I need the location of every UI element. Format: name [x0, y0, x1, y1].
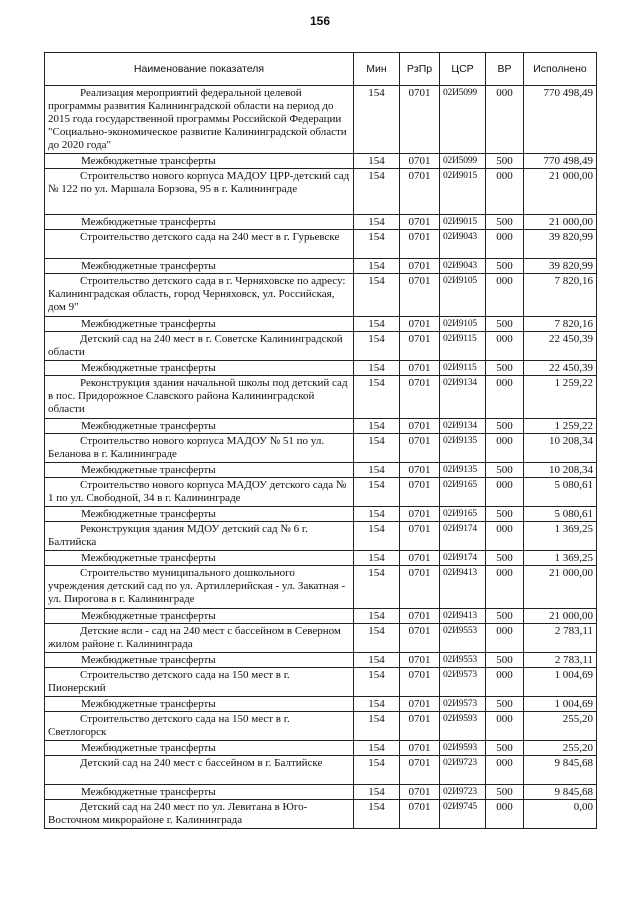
cell-amount: 9 845,68: [524, 785, 597, 800]
cell-amount: 0,00: [524, 800, 597, 829]
cell-amount: 7 820,16: [524, 317, 597, 332]
cell-name: Межбюджетные трансферты: [45, 419, 354, 434]
cell-amount: 7 820,16: [524, 274, 597, 317]
cell-name: Межбюджетные трансферты: [45, 507, 354, 522]
cell-csr: 02И9413: [440, 609, 486, 624]
cell-vr: 500: [486, 361, 524, 376]
cell-rzpr: 0701: [400, 566, 440, 609]
cell-csr: 02И9115: [440, 332, 486, 361]
cell-amount: 22 450,39: [524, 332, 597, 361]
table-row: [45, 478, 597, 507]
cell-name: Строительство нового корпуса МАДОУ детского сада № 1 по ул. Свободной, 34 в г. Калининграде: [45, 478, 354, 507]
table-row: [45, 259, 597, 274]
cell-vr: 000: [486, 230, 524, 259]
table-row: [45, 800, 597, 829]
cell-name: Межбюджетные трансферты: [45, 551, 354, 566]
cell-rzpr: 0701: [400, 697, 440, 712]
cell-csr: 02И9745: [440, 800, 486, 829]
cell-name: Реализация мероприятий федеральной целевой программы развития Калининградской области на период до 2015 года государственной программы Российской Федерации "Социально-экономическое развитие Калининградской области до 2020 года": [45, 86, 354, 154]
cell-amount: 5 080,61: [524, 507, 597, 522]
cell-rzpr: 0701: [400, 609, 440, 624]
cell-min: 154: [354, 463, 400, 478]
cell-min: 154: [354, 712, 400, 741]
cell-csr: 02И9723: [440, 785, 486, 800]
table-row: [45, 376, 597, 419]
cell-csr: 02И9135: [440, 434, 486, 463]
table-row: [45, 653, 597, 668]
cell-amount: 1 369,25: [524, 551, 597, 566]
cell-vr: 000: [486, 522, 524, 551]
cell-min: 154: [354, 741, 400, 756]
cell-rzpr: 0701: [400, 668, 440, 697]
cell-csr: 02И9593: [440, 712, 486, 741]
cell-csr: 02И9115: [440, 361, 486, 376]
cell-csr: 02И9135: [440, 463, 486, 478]
cell-min: 154: [354, 86, 400, 154]
cell-rzpr: 0701: [400, 230, 440, 259]
cell-csr: 02И9134: [440, 376, 486, 419]
cell-min: 154: [354, 551, 400, 566]
cell-name: Межбюджетные трансферты: [45, 215, 354, 230]
cell-amount: 255,20: [524, 712, 597, 741]
cell-amount: 21 000,00: [524, 609, 597, 624]
table-row: [45, 756, 597, 785]
cell-name: Строительство детского сада на 240 мест в г. Гурьевске: [45, 230, 354, 259]
cell-vr: 000: [486, 274, 524, 317]
cell-min: 154: [354, 274, 400, 317]
cell-vr: 000: [486, 478, 524, 507]
cell-amount: 21 000,00: [524, 566, 597, 609]
cell-rzpr: 0701: [400, 800, 440, 829]
cell-rzpr: 0701: [400, 169, 440, 215]
cell-name: Детские ясли - сад на 240 мест с бассейном в Северном жилом районе г. Калининграда: [45, 624, 354, 653]
cell-min: 154: [354, 169, 400, 215]
cell-name: Реконструкция здания начальной школы под детский сад в пос. Придорожное Славского района Калининградской области: [45, 376, 354, 419]
table-row: [45, 551, 597, 566]
cell-amount: 21 000,00: [524, 169, 597, 215]
cell-rzpr: 0701: [400, 332, 440, 361]
cell-rzpr: 0701: [400, 551, 440, 566]
cell-amount: 255,20: [524, 741, 597, 756]
cell-min: 154: [354, 434, 400, 463]
cell-rzpr: 0701: [400, 624, 440, 653]
table-row: [45, 785, 597, 800]
cell-rzpr: 0701: [400, 507, 440, 522]
cell-csr: 02И9165: [440, 478, 486, 507]
cell-min: 154: [354, 419, 400, 434]
cell-amount: 10 208,34: [524, 434, 597, 463]
cell-vr: 500: [486, 697, 524, 712]
cell-csr: 02И9134: [440, 419, 486, 434]
cell-name: Строительство нового корпуса МАДОУ ЦРР-детский сад № 122 по ул. Маршала Борзова, 95 в г. Калининграде: [45, 169, 354, 215]
cell-min: 154: [354, 756, 400, 785]
table-row: [45, 741, 597, 756]
cell-min: 154: [354, 507, 400, 522]
cell-min: 154: [354, 800, 400, 829]
cell-csr: 02И9553: [440, 624, 486, 653]
cell-min: 154: [354, 259, 400, 274]
cell-rzpr: 0701: [400, 376, 440, 419]
cell-rzpr: 0701: [400, 154, 440, 169]
cell-vr: 500: [486, 551, 524, 566]
header-min: Мин: [354, 53, 400, 86]
cell-vr: 000: [486, 566, 524, 609]
header-csr: ЦСР: [440, 53, 486, 86]
cell-vr: 500: [486, 259, 524, 274]
cell-vr: 000: [486, 169, 524, 215]
cell-csr: 02И9593: [440, 741, 486, 756]
cell-rzpr: 0701: [400, 259, 440, 274]
cell-min: 154: [354, 697, 400, 712]
cell-amount: 10 208,34: [524, 463, 597, 478]
cell-min: 154: [354, 332, 400, 361]
table-row: [45, 434, 597, 463]
cell-name: Межбюджетные трансферты: [45, 259, 354, 274]
cell-amount: 1 004,69: [524, 668, 597, 697]
cell-rzpr: 0701: [400, 434, 440, 463]
cell-min: 154: [354, 478, 400, 507]
table-row: [45, 317, 597, 332]
cell-csr: 02И9723: [440, 756, 486, 785]
table-row: [45, 668, 597, 697]
cell-rzpr: 0701: [400, 463, 440, 478]
cell-name: Строительство муниципального дошкольного учреждения детский сад по ул. Артиллерийская - ул. Закатная - ул. Пирогова в г. Калининграде: [45, 566, 354, 609]
cell-rzpr: 0701: [400, 653, 440, 668]
cell-csr: 02И9553: [440, 653, 486, 668]
cell-amount: 21 000,00: [524, 215, 597, 230]
cell-amount: 39 820,99: [524, 230, 597, 259]
cell-rzpr: 0701: [400, 274, 440, 317]
table-row: [45, 332, 597, 361]
cell-rzpr: 0701: [400, 215, 440, 230]
table-row: [45, 463, 597, 478]
cell-vr: 000: [486, 624, 524, 653]
cell-csr: 02И5099: [440, 154, 486, 169]
budget-table: [44, 52, 597, 829]
cell-amount: 5 080,61: [524, 478, 597, 507]
cell-amount: 22 450,39: [524, 361, 597, 376]
header-done: Исполнено: [524, 53, 597, 86]
cell-name: Межбюджетные трансферты: [45, 609, 354, 624]
cell-vr: 500: [486, 653, 524, 668]
table-row: [45, 624, 597, 653]
cell-csr: 02И9043: [440, 259, 486, 274]
cell-csr: 02И9165: [440, 507, 486, 522]
cell-min: 154: [354, 215, 400, 230]
cell-vr: 500: [486, 215, 524, 230]
cell-min: 154: [354, 522, 400, 551]
cell-vr: 500: [486, 785, 524, 800]
cell-vr: 500: [486, 154, 524, 169]
cell-min: 154: [354, 653, 400, 668]
cell-rzpr: 0701: [400, 317, 440, 332]
cell-amount: 2 783,11: [524, 624, 597, 653]
cell-csr: 02И9174: [440, 522, 486, 551]
header-row: [45, 53, 597, 86]
table-row: [45, 215, 597, 230]
cell-amount: 1 369,25: [524, 522, 597, 551]
cell-min: 154: [354, 317, 400, 332]
cell-min: 154: [354, 785, 400, 800]
cell-name: Строительство детского сада в г. Черняховске по адресу: Калининградская область, город Черняховск, ул. Российская, дом 9": [45, 274, 354, 317]
cell-min: 154: [354, 154, 400, 169]
cell-vr: 500: [486, 419, 524, 434]
table-row: [45, 419, 597, 434]
cell-amount: 9 845,68: [524, 756, 597, 785]
header-rzpr: РзПр: [400, 53, 440, 86]
header-name: Наименование показателя: [45, 53, 354, 86]
cell-name: Строительство детского сада на 150 мест в г. Светлогорск: [45, 712, 354, 741]
table-row: [45, 169, 597, 215]
cell-vr: 000: [486, 376, 524, 419]
cell-vr: 000: [486, 668, 524, 697]
cell-rzpr: 0701: [400, 741, 440, 756]
table-row: [45, 361, 597, 376]
cell-vr: 000: [486, 332, 524, 361]
cell-csr: 02И9105: [440, 274, 486, 317]
table-row: [45, 274, 597, 317]
cell-name: Межбюджетные трансферты: [45, 653, 354, 668]
cell-name: Детский сад на 240 мест с бассейном в г. Балтийске: [45, 756, 354, 785]
cell-name: Детский сад на 240 мест в г. Советске Калининградской области: [45, 332, 354, 361]
header-vr: ВР: [486, 53, 524, 86]
cell-min: 154: [354, 230, 400, 259]
cell-name: Межбюджетные трансферты: [45, 697, 354, 712]
cell-name: Межбюджетные трансферты: [45, 463, 354, 478]
cell-csr: 02И9105: [440, 317, 486, 332]
cell-name: Межбюджетные трансферты: [45, 317, 354, 332]
cell-min: 154: [354, 376, 400, 419]
cell-name: Строительство детского сада на 150 мест в г. Пионерский: [45, 668, 354, 697]
cell-min: 154: [354, 566, 400, 609]
cell-amount: 1 259,22: [524, 419, 597, 434]
table-row: [45, 712, 597, 741]
table-row: [45, 507, 597, 522]
cell-csr: 02И9174: [440, 551, 486, 566]
cell-vr: 000: [486, 756, 524, 785]
cell-vr: 000: [486, 800, 524, 829]
page-number: 156: [309, 14, 331, 28]
cell-name: Детский сад на 240 мест по ул. Левитана в Юго-Восточном микрорайоне г. Калининграда: [45, 800, 354, 829]
cell-rzpr: 0701: [400, 86, 440, 154]
table-row: [45, 697, 597, 712]
cell-min: 154: [354, 668, 400, 697]
cell-name: Межбюджетные трансферты: [45, 361, 354, 376]
cell-vr: 000: [486, 712, 524, 741]
cell-csr: 02И9573: [440, 668, 486, 697]
cell-amount: 1 004,69: [524, 697, 597, 712]
table-row: [45, 230, 597, 259]
cell-amount: 770 498,49: [524, 86, 597, 154]
cell-csr: 02И9015: [440, 215, 486, 230]
cell-vr: 500: [486, 463, 524, 478]
cell-rzpr: 0701: [400, 522, 440, 551]
cell-rzpr: 0701: [400, 712, 440, 741]
cell-rzpr: 0701: [400, 419, 440, 434]
cell-vr: 500: [486, 317, 524, 332]
cell-amount: 2 783,11: [524, 653, 597, 668]
table-row: [45, 609, 597, 624]
cell-min: 154: [354, 609, 400, 624]
cell-vr: 000: [486, 434, 524, 463]
cell-rzpr: 0701: [400, 361, 440, 376]
cell-csr: 02И9043: [440, 230, 486, 259]
cell-csr: 02И9413: [440, 566, 486, 609]
cell-vr: 500: [486, 741, 524, 756]
cell-min: 154: [354, 361, 400, 376]
cell-name: Межбюджетные трансферты: [45, 741, 354, 756]
cell-rzpr: 0701: [400, 785, 440, 800]
table-row: [45, 566, 597, 609]
cell-amount: 39 820,99: [524, 259, 597, 274]
cell-name: Реконструкция здания МДОУ детский сад № 6 г. Балтийска: [45, 522, 354, 551]
table-row: [45, 522, 597, 551]
cell-csr: 02И5099: [440, 86, 486, 154]
cell-vr: 000: [486, 86, 524, 154]
table-row: [45, 154, 597, 169]
cell-rzpr: 0701: [400, 478, 440, 507]
cell-vr: 500: [486, 609, 524, 624]
cell-min: 154: [354, 624, 400, 653]
cell-vr: 500: [486, 507, 524, 522]
cell-name: Межбюджетные трансферты: [45, 154, 354, 169]
cell-csr: 02И9573: [440, 697, 486, 712]
table-row: [45, 86, 597, 154]
cell-amount: 770 498,49: [524, 154, 597, 169]
cell-name: Строительство нового корпуса МАДОУ № 51 по ул. Беланова в г. Калининграде: [45, 434, 354, 463]
cell-amount: 1 259,22: [524, 376, 597, 419]
cell-csr: 02И9015: [440, 169, 486, 215]
cell-rzpr: 0701: [400, 756, 440, 785]
cell-name: Межбюджетные трансферты: [45, 785, 354, 800]
